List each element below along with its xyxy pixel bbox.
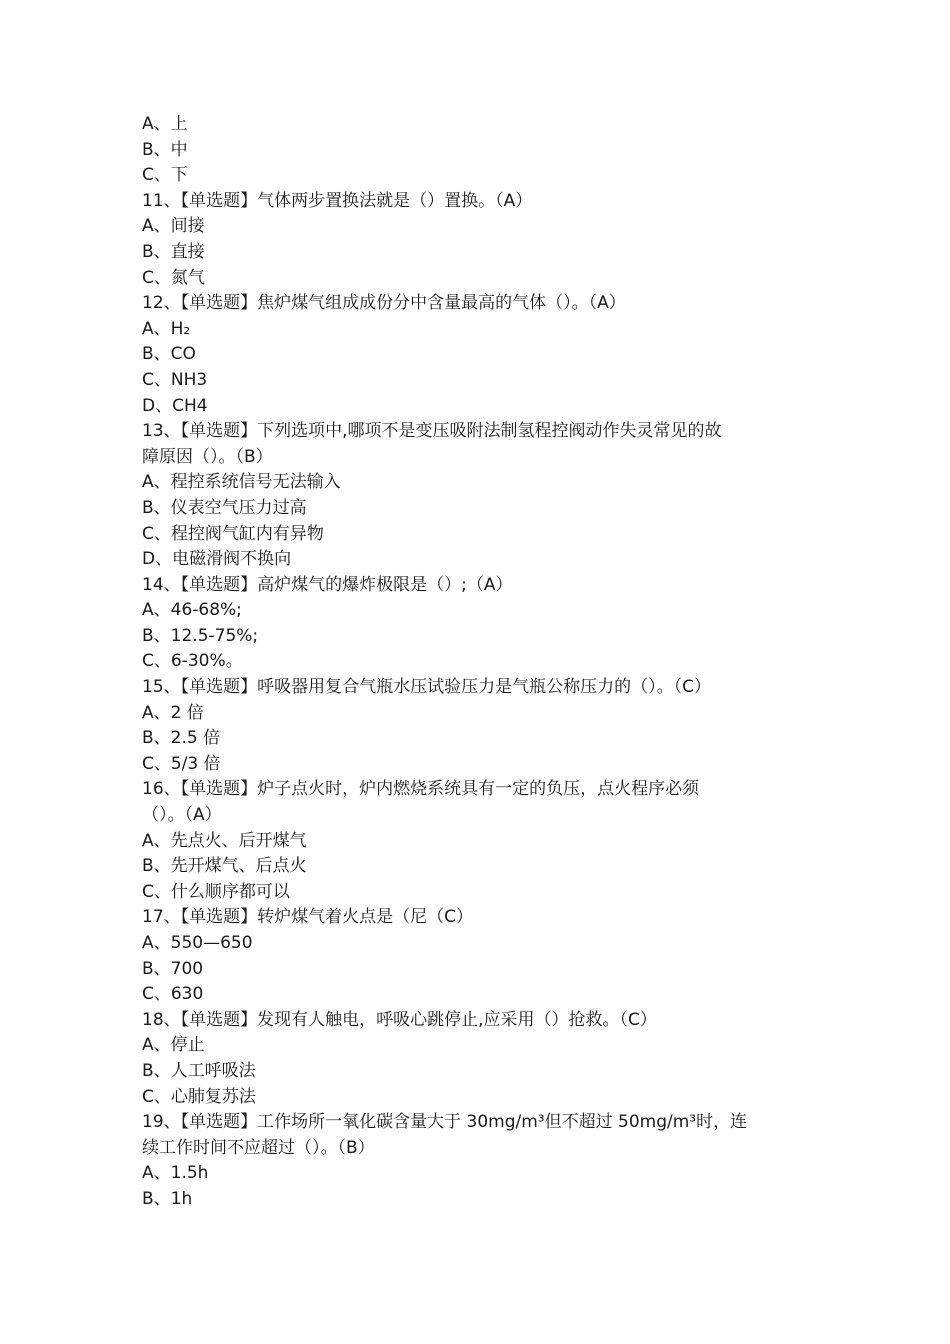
option-line: A、2 倍: [142, 702, 204, 723]
question-line-15: 15、【单选题】呼吸器用复合气瓶水压试验压力是气瓶公称压力的（）。（C）: [142, 677, 712, 698]
option-line: C、NH3: [142, 369, 208, 390]
question-line-16-cont: （）。（A）: [142, 805, 222, 826]
option-line: C、6-30%。: [142, 651, 243, 672]
question-line-16: 16、【单选题】炉子点火时，炉内燃烧系统具有一定的负压，点火程序必须: [142, 779, 700, 800]
question-line-14: 14、【单选题】高炉煤气的爆炸极限是（）;（A）: [142, 574, 513, 595]
option-line: A、1.5h: [142, 1163, 209, 1184]
question-line-17: 17、【单选题】转炉煤气着火点是（尼（C）: [142, 907, 474, 928]
option-line: B、人工呼吸法: [142, 1060, 256, 1081]
option-line: C、630: [142, 984, 204, 1005]
option-line: C、什么顺序都可以: [142, 881, 290, 902]
option-line: A、间接: [142, 216, 205, 237]
option-line: A、先点火、后开煤气: [142, 830, 307, 851]
option-line: B、中: [142, 139, 188, 160]
option-line: C、程控阀气缸内有异物: [142, 523, 324, 544]
question-line-13-cont: 障原因（）。（B）: [142, 446, 273, 467]
option-line: A、停止: [142, 1035, 205, 1056]
option-line: D、CH4: [142, 395, 208, 416]
option-line: B、先开煤气、后点火: [142, 856, 307, 877]
question-line-11: 11、【单选题】气体两步置换法就是（）置换。（A）: [142, 190, 533, 211]
option-line: A、程控系统信号无法输入: [142, 472, 341, 493]
question-line-18: 18、【单选题】发现有人触电，呼吸心跳停止,应采用（）抢救。（C）: [142, 1009, 657, 1030]
option-line: A、550—650: [142, 933, 253, 953]
option-line: B、仪表空气压力过高: [142, 497, 307, 518]
option-line: A、46-68%;: [142, 600, 242, 621]
option-line: B、12.5-75%;: [142, 625, 259, 646]
question-list: [142, 112, 812, 1213]
option-line: B、700: [142, 958, 204, 979]
option-line: D、电磁滑阀不换向: [142, 549, 292, 570]
question-line-13: 13、【单选题】下列选项中,哪项不是变压吸附法制氢程控阀动作失灵常见的故: [142, 421, 722, 442]
option-line: A、上: [142, 114, 188, 134]
option-line: B、1h: [142, 1188, 193, 1209]
option-line: C、氮气: [142, 267, 205, 288]
option-line: B、CO: [142, 344, 196, 365]
question-line-19: 19、【单选题】工作场所一氧化碳含量大于 30mg/m³但不超过 50mg/m³时，连: [142, 1112, 748, 1133]
option-line: B、2.5 倍: [142, 728, 221, 749]
question-line-12: 12、【单选题】焦炉煤气组成成份分中含量最高的气体（）。（A）: [142, 293, 626, 314]
option-line: B、直接: [142, 241, 205, 262]
option-line: C、下: [142, 165, 188, 186]
option-line: C、5/3 倍: [142, 753, 221, 774]
option-line: C、心肺复苏法: [142, 1086, 256, 1107]
question-line-19-cont: 续工作时间不应超过（）。（B）: [142, 1137, 375, 1158]
option-line: A、H₂: [142, 318, 191, 339]
